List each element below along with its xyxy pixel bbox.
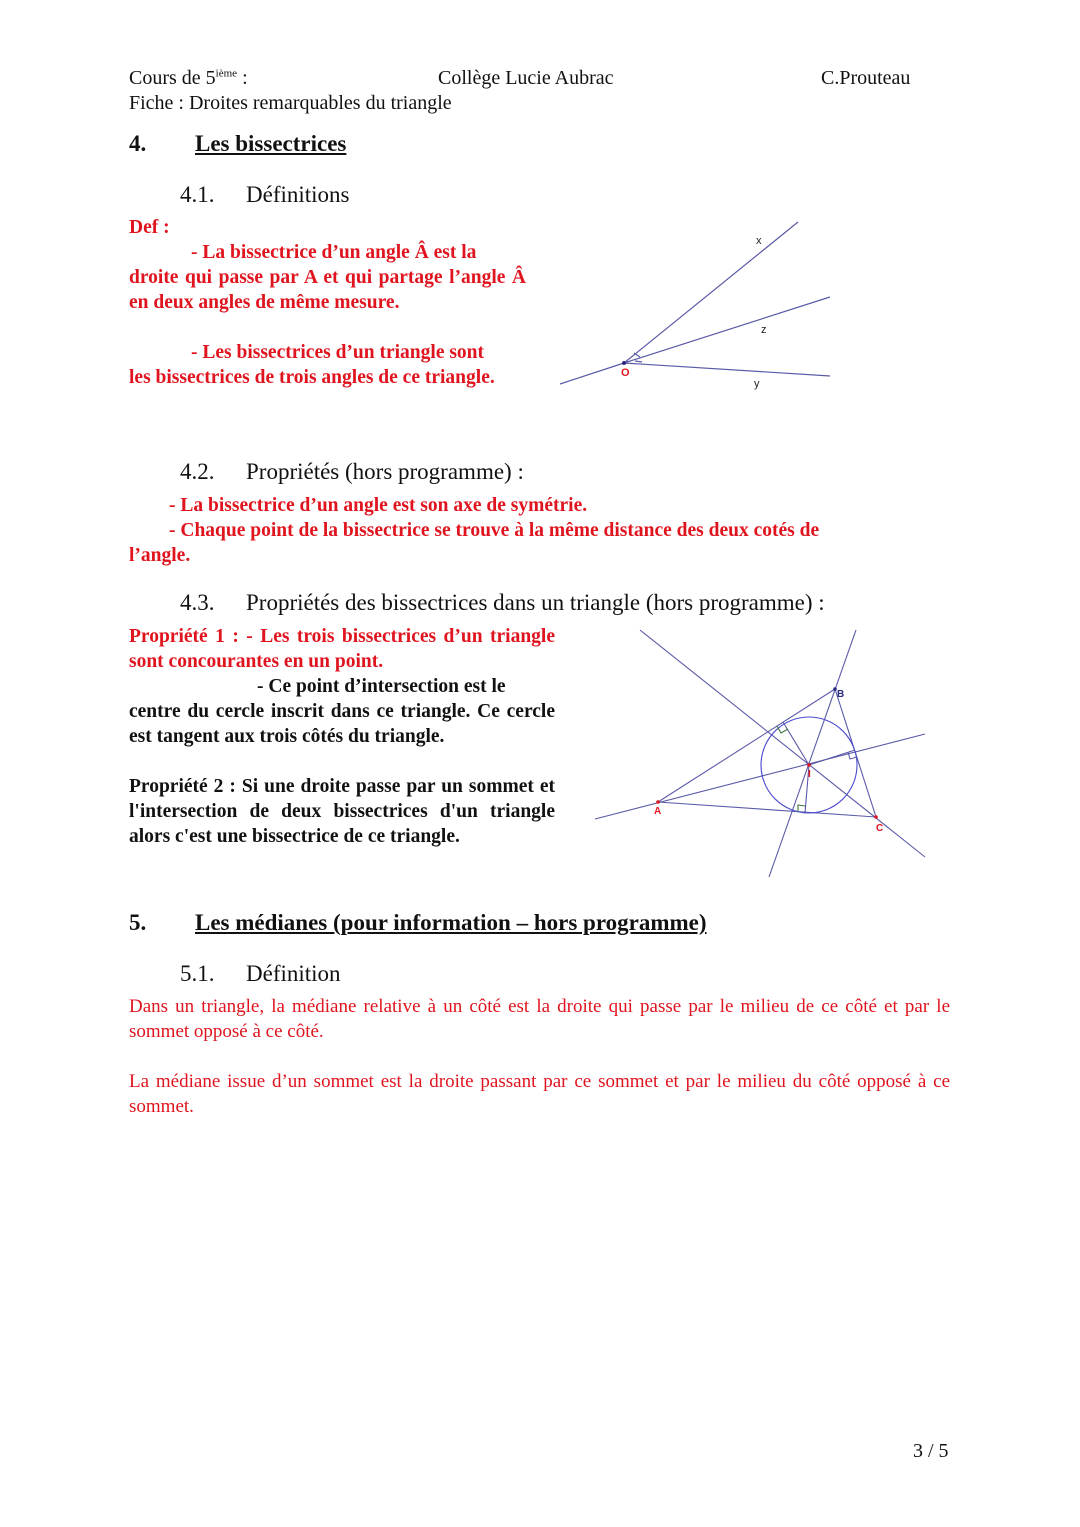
header-author: C.Prouteau: [821, 67, 911, 89]
triangle-properties-block: [129, 624, 555, 849]
median-definition-block: [129, 994, 950, 1119]
label-x: x: [756, 235, 762, 247]
label-z: z: [761, 324, 767, 336]
subsection-4-2-heading: [180, 459, 524, 485]
header-school: Collège Lucie Aubrac: [438, 67, 614, 89]
page-number: 3 / 5: [913, 1440, 949, 1462]
course-colon: :: [237, 67, 248, 89]
subsection-title: Propriétés (hors programme) :: [246, 459, 524, 484]
subsection-number: 4.1.: [180, 182, 215, 207]
point-a: [656, 800, 660, 804]
definition-block: [129, 215, 526, 390]
median-definition-2: La médiane issue d’un sommet est la droite passant par ce sommet et par le milieu du côté opposé à ce sommet.: [129, 1071, 950, 1117]
section-5-heading: [129, 910, 707, 936]
def-label: Def :: [129, 217, 170, 238]
subsection-number: 5.1.: [180, 961, 215, 986]
label-o: O: [621, 367, 630, 379]
section-4-heading: [129, 131, 346, 157]
subsection-4-3-heading: [180, 590, 825, 616]
subsection-number: 4.2.: [180, 459, 215, 484]
radius-ab: [783, 722, 809, 765]
property-1: [129, 624, 555, 674]
course-label: Cours de 5: [129, 67, 216, 89]
property-2: Propriété 2 : Si une droite passe par un sommet et l'intersection de deux bissectrices d'un triangle alors c'est une bissectrice de ce triangle.: [129, 776, 555, 847]
header-sheet-title: Fiche : Droites remarquables du triangle: [129, 92, 452, 114]
angle-mark-1: [634, 353, 640, 357]
section-number: 4.: [129, 131, 147, 156]
def1-rest: droite qui passe par A et qui partage l’angle Â en deux angles de même mesure.: [129, 267, 526, 313]
property-distance-cont: l’angle.: [129, 545, 191, 566]
subsection-4-1-heading: [180, 182, 350, 208]
section-number: 5.: [129, 910, 147, 935]
right-angle-mark-ac: [798, 805, 805, 812]
point-i: [807, 763, 811, 767]
median-definition-1: Dans un triangle, la médiane relative à un côté est la droite qui passe par le milieu de ce côté et par le sommet opposé à ce côté.: [129, 996, 950, 1042]
subsection-title: Propriétés des bissectrices dans un triangle (hors programme) :: [246, 590, 825, 615]
property-1-cont-first: - Ce point d’intersection est le: [257, 676, 506, 697]
subsection-number: 4.3.: [180, 590, 215, 615]
ray-ox: [624, 222, 798, 363]
side-ab: [658, 689, 835, 802]
property-1-label: Propriété 1 : -: [129, 626, 253, 647]
label-b: B: [837, 689, 845, 700]
label-a: A: [654, 806, 662, 817]
point-o: [622, 361, 626, 365]
angle-mark-2: [635, 361, 642, 362]
incircle-triangle-figure: [590, 620, 940, 885]
property-distance: - Chaque point de la bissectrice se trouve à la même distance des deux cotés de: [169, 520, 820, 541]
def1-first-line: - La bissectrice d’un angle Â est la: [191, 242, 477, 263]
property-1-cont-rest: centre du cercle inscrit dans ce triangle. Ce cercle est tangent aux trois côtés du triangle.: [129, 701, 555, 747]
course-level-sup: ième: [215, 67, 238, 80]
subsection-title: Définitions: [246, 182, 350, 207]
point-c: [874, 815, 878, 819]
properties-block: [129, 493, 899, 568]
label-i: I: [808, 769, 811, 780]
header-course: [129, 66, 248, 90]
ray-oy: [624, 363, 830, 376]
label-c: C: [876, 823, 884, 834]
property-1-text: Les trois bissectrices d’un triangle sont concourantes en un point.: [129, 626, 555, 672]
def2-rest: les bissectrices de trois angles de ce triangle.: [129, 367, 495, 388]
bisector-a: [595, 734, 925, 819]
ray-oz: [624, 297, 830, 363]
section-title: Les médianes (pour information – hors programme): [195, 910, 707, 935]
def2-first-line: - Les bissectrices d’un triangle sont: [191, 342, 485, 363]
property-symmetry: - La bissectrice d’un angle est son axe de symétrie.: [169, 495, 588, 516]
section-title: Les bissectrices: [195, 131, 347, 156]
angle-bisector-figure: [550, 210, 850, 400]
subsection-title: Définition: [246, 961, 341, 986]
ray-extension: [560, 363, 624, 384]
subsection-5-1-heading: [180, 961, 341, 987]
label-y: y: [754, 378, 760, 390]
side-ac: [658, 802, 876, 817]
